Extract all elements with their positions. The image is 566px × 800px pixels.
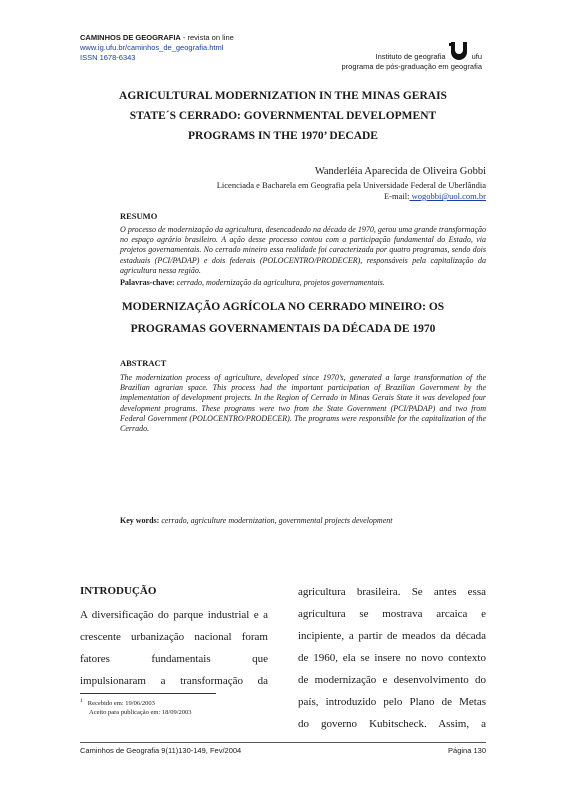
keywords-value: cerrado, modernização da agricultura, projetos governamentais. <box>174 278 385 287</box>
journal-url[interactable]: www.ig.ufu.br/caminhos_de_geografia.html <box>80 43 224 52</box>
program-name: programa de pós-graduação em geografia <box>341 62 482 71</box>
journal-suffix: - revista on line <box>180 33 234 42</box>
resumo-heading: RESUMO <box>120 211 158 221</box>
keywords-label: Key words: <box>120 516 160 525</box>
resumo-keywords <box>120 278 486 288</box>
title-line: PROGRAMAS GOVERNAMENTAIS DA DÉCADA DE 1970 <box>130 323 436 335</box>
text-line: incipiente, a partir de meados da década <box>298 630 486 642</box>
title-line: STATE´S CERRADO: GOVERNMENTAL DEVELOPMENT <box>129 110 437 122</box>
accepted-date: Aceito para publicação em: 18/09/2003 <box>89 708 192 716</box>
footnote <box>80 697 192 717</box>
paper-title-primary <box>80 86 486 146</box>
abstract-heading: ABSTRACT <box>120 358 167 368</box>
text-line: de modernização e desenvolvimento do <box>298 674 486 686</box>
page-number: Página 130 <box>448 746 486 755</box>
received-date: Recebido em: 19/06/2003 <box>87 700 155 708</box>
ufu-label: ufu <box>471 52 482 61</box>
ufu-logo-icon <box>449 42 469 62</box>
intro-column-right <box>298 581 486 735</box>
email-label: E-mail: <box>383 191 410 201</box>
text-line: país, introduzido pelo Plano de Metas <box>298 696 486 708</box>
title-line: AGRICULTURAL MODERNIZATION IN THE MINAS GERAIS <box>119 90 447 102</box>
title-line: PROGRAMS IN THE 1970’ DECADE <box>188 130 378 142</box>
footer-citation: Caminhos de Geografia 9(11)130-149, Fev/2004 <box>80 746 242 755</box>
text-line: de 1960, ela se insere no novo contexto <box>298 652 486 664</box>
text-line: do governo Kubitscheck. Assim, a <box>298 718 486 730</box>
paper-title-secondary <box>80 296 486 340</box>
abstract-keywords <box>120 516 486 526</box>
journal-issn: ISSN 1678-6343 <box>80 53 136 62</box>
institute-name: Instituto de geografia <box>375 52 446 61</box>
journal-header <box>80 33 234 63</box>
keywords-label: Palavras-chave: <box>120 278 175 287</box>
text-line: agricultura se mostrava arcaica e <box>298 608 486 620</box>
text-line: A diversificação do parque industrial e a <box>80 609 268 621</box>
journal-name: CAMINHOS DE GEOGRAFIA <box>80 33 181 42</box>
affiliation-text: Licenciada e Bacharela em Geografia pela Universidade Federal de Uberlândia <box>216 180 486 190</box>
author-affiliation <box>217 180 486 202</box>
footer-divider <box>80 742 486 743</box>
text-line: impulsionaram a transformação da <box>80 675 268 687</box>
title-line: MODERNIZAÇÃO AGRÍCOLA NO CERRADO MINEIRO: OS <box>121 301 445 313</box>
footnote-divider <box>80 693 216 694</box>
abstract-text: The modernization process of agriculture, developed since 1970’s, generated a large transformation of the Brazilian agrarian space. This process had the important participation of Brazilian Government by the implementation of development projects. In the Region of Cerrado in Minas Gerais State it was developed four development programs. These programs were two from the State Government (PCI/PADAP) and two from Federal Government (POLOCENTRO/PRODECER). The programs were responsible for the capitalization of the Cerrado. <box>120 373 486 434</box>
text-line: fatores fundamentais que <box>80 653 268 665</box>
email-link[interactable]: wogobbi@uol.com.br <box>409 191 486 201</box>
author-name: Wanderléia Aparecida de Oliveira Gobbi <box>314 166 486 177</box>
text-line: agricultura brasileira. Se antes essa <box>298 586 486 598</box>
keywords-value: cerrado, agriculture modernization, governmental projects development <box>159 516 393 525</box>
text-line: crescente urbanização nacional foram <box>80 631 268 643</box>
intro-heading: INTRODUÇÃO <box>80 585 157 597</box>
intro-column-left <box>80 604 268 692</box>
institute-header <box>341 42 482 72</box>
footnote-mark: 1 <box>80 698 83 704</box>
resumo-text: O processo de modernização da agricultura, desencadeado na década de 1970, gerou uma grande transformação no espaço agrário brasileiro. A ação desse processo contou com a participação fundamental do Estado, via projetos governamentais. No cerrado mineiro essa realidade foi caracterizada por quatro programas, sendo dois estaduais (PCI/PADAP) e dois federais (POLOCENTRO/PRODECER), responsáveis pela capitalização da agricultura nessa região. <box>120 225 486 275</box>
